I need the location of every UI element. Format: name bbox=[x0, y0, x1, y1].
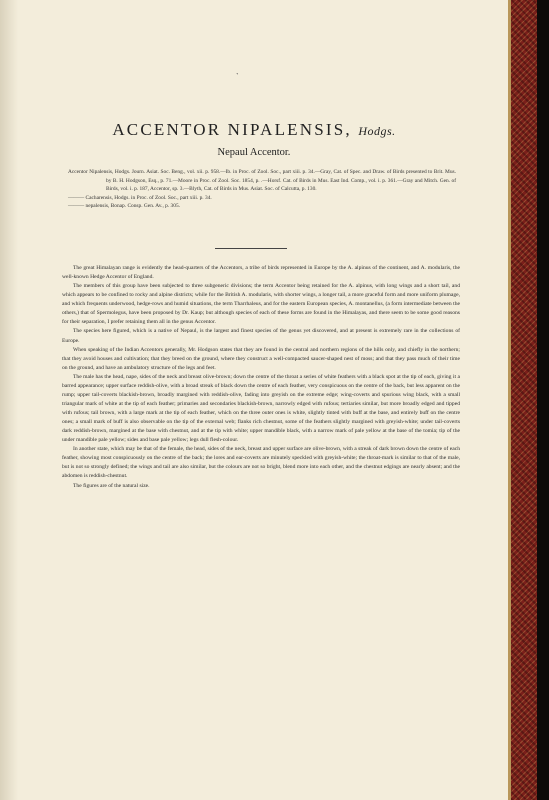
paragraph: The male has the head, nape, sides of the neck and breast olive-brown; down the centre of the throat a series of white feathers with a black spot at the tip of each, giving it a barred appearance; upper surface reddish-olive, with a broad streak of black down the centre of each feather, very conspicuous on the centre of the back, but less apparent on the rump; upper tail-coverts blackish-brown, broadly margined with reddish-olive, fading into greyish on the extreme edge; wing-coverts and spurious wing black, with a small triangular mark of white at the tip of each feather; primaries and secondaries blackish-brown, narrowly edged with rufous; tertiaries similar, but more broadly edged and tipped with rufous; tail brown, with a large mark at the tip of each feather, which on the three outer ones is white, slightly tinted with buff at the base, and entirely buff on the centre ones; a small mark of buff is also observable on the tip of the external web; flanks rich chestnut, some of the feathers slightly margined with greyish-white; under tail-coverts dark reddish-brown, margined at the base with chestnut, and at the tip with white; upper mandible black, with a narrow mark of pale yellow at the base of the tomia; tip of the under mandible pale yellow; sides and base pale yellow; legs dull flesh-colour. bbox=[62, 373, 460, 444]
paragraph: In another state, which may be that of the female, the head, sides of the neck, breast and upper surface are olive-brown, with a streak of dark brown down the centre of each feather, showing most conspicuously on the centre of the back; the lores and ear-coverts are minutely speckled with greyish-white; the throat-mark is similar to that of the male, but is not so strongly defined; the wings and tail are also similar, but the colours are not so bright, blend more into each other, and the chestnut edgings are nearly absent; and the abdomen is reddish-chestnut. bbox=[62, 446, 460, 480]
book-board-edge bbox=[537, 0, 549, 800]
species-name: ACCENTOR NIPALENSIS, bbox=[112, 120, 352, 139]
body-text bbox=[62, 264, 460, 491]
species-author: Hodgs. bbox=[358, 124, 396, 138]
page-title bbox=[0, 120, 508, 140]
section-divider bbox=[215, 248, 287, 249]
paragraph: The species here figured, which is a native of Nepaul, is the largest and finest species of the genus yet discovered, and at present is extremely rare in the collections of Europe. bbox=[62, 328, 460, 344]
synonymy-entry: Accentor Nipalensis, Hodgs. Journ. Asiat. Soc. Beng., vol. xii. p. 958.—Ib. in Proc. of Zool. Soc., part xiii. p. 34.—Gray, Cat. of Spec. and Draw. of Birds presented to Brit. Mus. by B. H. Hodgson, Esq., p. 71.—Moore in Proc. of Zool. Soc. 1854, p. .—Horsf. Cat. of Birds in Mus. East Ind. Comp., vol. i. p. 361.—Gray and Mitch. Gen. of Birds, vol. i. p. 187, Accentor, sp. 3.—Blyth, Cat. of Birds in Mus. Asiat. Soc. of Calcutta, p. 130. bbox=[68, 169, 456, 193]
synonymy-entry: ——— Cacharensis, Hodgs. in Proc. of Zool. Soc., part xiii. p. 34. bbox=[68, 194, 212, 201]
synonymy-entry: ——— nepalensis, Bonap. Consp. Gen. Av., p. 305. bbox=[68, 203, 180, 210]
synonymy-block bbox=[68, 168, 456, 211]
paragraph: The members of this group have been subjected to three subgeneric divisions; the term Accentor being retained for the A. alpinus, with long wings and a short tail, and which appears to be confined to rocky and alpine districts; while for the British A. modularis, with shorter wings, a longer tail, a more graceful form and more uniform plumage, and which frequents underwood, hedge-rows and humid situations, the term Tharrhaleus, and for the eastern European species, A. montanellus, (a form intermediate between the others,) that of Spermolegus, have been proposed by Dr. Kaup; but although species of each of these forms are found in the Himalayas, and there seem to be some good reasons for their separation, I prefer retaining them all in the genus Accentor. bbox=[62, 283, 460, 326]
paragraph: When speaking of the Indian Accentors generally, Mr. Hodgson states that they are found in the central and northern regions of the hills only, and chiefly in the northern; that they avoid houses and cultivation; that they breed on the ground, where they construct a well-compacted saucer-shaped nest of moss; and that they pass much of their time on the ground, and have an ambulatory structure of the legs and feet. bbox=[62, 346, 460, 371]
paragraph: The great Himalayan range is evidently the head-quarters of the Accentors, a tribe of birds represented in Europe by the A. alpinus of the continent, and A. modularis, the well-known Hedge Accentor of England. bbox=[62, 265, 460, 281]
paragraph: The figures are of the natural size. bbox=[73, 482, 150, 489]
page-mark: ᐩ bbox=[236, 73, 239, 79]
common-name: Nepaul Accentor. bbox=[217, 147, 291, 158]
